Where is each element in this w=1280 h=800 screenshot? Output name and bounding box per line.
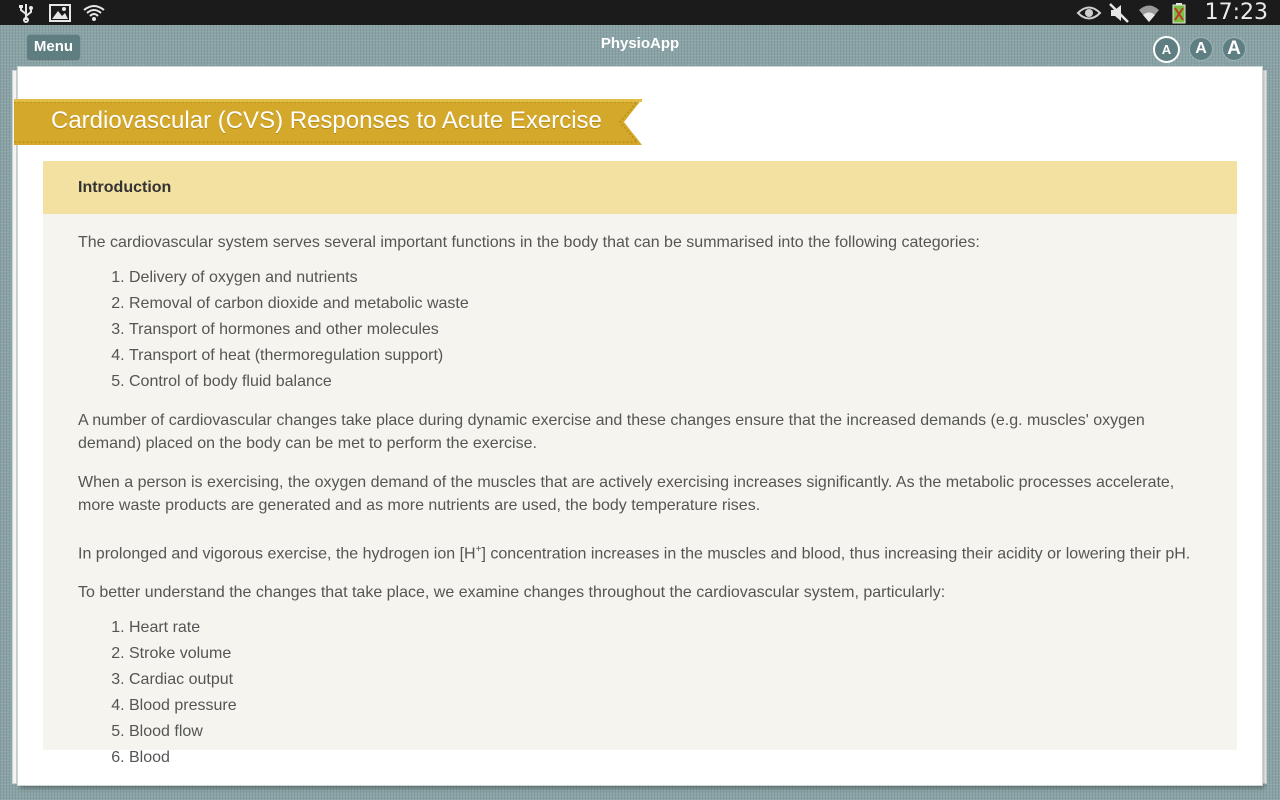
app-title: PhysioApp <box>600 35 680 52</box>
mute-icon <box>1109 3 1129 22</box>
wifi-icon <box>1139 3 1159 22</box>
superscript-plus: + <box>475 544 482 555</box>
list-item: 6. Blood <box>129 745 1202 771</box>
usb-icon <box>16 3 36 22</box>
changes-list <box>78 615 1202 771</box>
font-size-controls <box>1153 37 1246 63</box>
paragraph-hydrogen-ion <box>78 538 1202 565</box>
list-item: 5. Blood flow <box>129 719 1202 745</box>
paper-edge-right <box>1262 70 1267 784</box>
paragraph-examine: To better understand the changes that take place, we examine changes throughout the cardiovascular system, particularly: <box>78 584 946 602</box>
status-bar <box>0 0 1280 25</box>
battery-charging-icon <box>1169 3 1189 22</box>
page-title: Cardiovascular (CVS) Responses to Acute Exercise <box>51 107 602 134</box>
wifi-hotspot-icon <box>84 3 104 22</box>
paragraph-oxygen-demand: When a person is exercising, the oxygen demand of the muscles that are actively exercising increases significantly. As the metabolic processes accelerate, more waste products are generated and as more nutrients are used, the body temperature rises. <box>78 474 1175 514</box>
list-item: 4. Transport of heat (thermoregulation support) <box>129 343 1202 369</box>
font-size-large-button[interactable]: A <box>1222 37 1246 61</box>
list-item: 3. Cardiac output <box>129 667 1202 693</box>
article-body <box>43 214 1237 771</box>
paragraph-dynamic-exercise: A number of cardiovascular changes take place during dynamic exercise and these changes ensure that the increased demands (e.g. muscles' oxygen demand) placed on the body can be met to perform the exercise. <box>78 412 1145 452</box>
list-item: 2. Removal of carbon dioxide and metabolic waste <box>129 291 1202 317</box>
list-item: 5. Control of body fluid balance <box>129 369 1202 395</box>
list-item: 4. Blood pressure <box>129 693 1202 719</box>
title-ribbon <box>14 99 642 145</box>
article-content[interactable] <box>43 161 1237 767</box>
clock: 17:23 <box>1204 0 1268 25</box>
section-title: Introduction <box>43 161 1237 214</box>
eye-icon <box>1079 3 1099 22</box>
paper-edge-left <box>12 70 17 784</box>
gallery-icon <box>50 3 70 22</box>
list-item: 2. Stroke volume <box>129 641 1202 667</box>
intro-paragraph: The cardiovascular system serves several important functions in the body that can be summarised into the following categories: <box>78 234 980 251</box>
list-item: 1. Heart rate <box>129 615 1202 641</box>
paragraph-text: ] concentration increases in the muscles and blood, thus increasing their acidity or lowering their pH. <box>481 545 1191 563</box>
list-item: 3. Transport of hormones and other molecules <box>129 317 1202 343</box>
font-size-small-button[interactable]: A <box>1153 36 1180 63</box>
paragraph-text: In prolonged and vigorous exercise, the hydrogen ion [H <box>78 545 476 563</box>
app-bar <box>0 25 1280 67</box>
list-item: 1. Delivery of oxygen and nutrients <box>129 265 1202 291</box>
font-size-medium-button[interactable]: A <box>1189 37 1213 61</box>
menu-button[interactable]: Menu <box>27 34 80 59</box>
functions-list <box>78 265 1202 395</box>
